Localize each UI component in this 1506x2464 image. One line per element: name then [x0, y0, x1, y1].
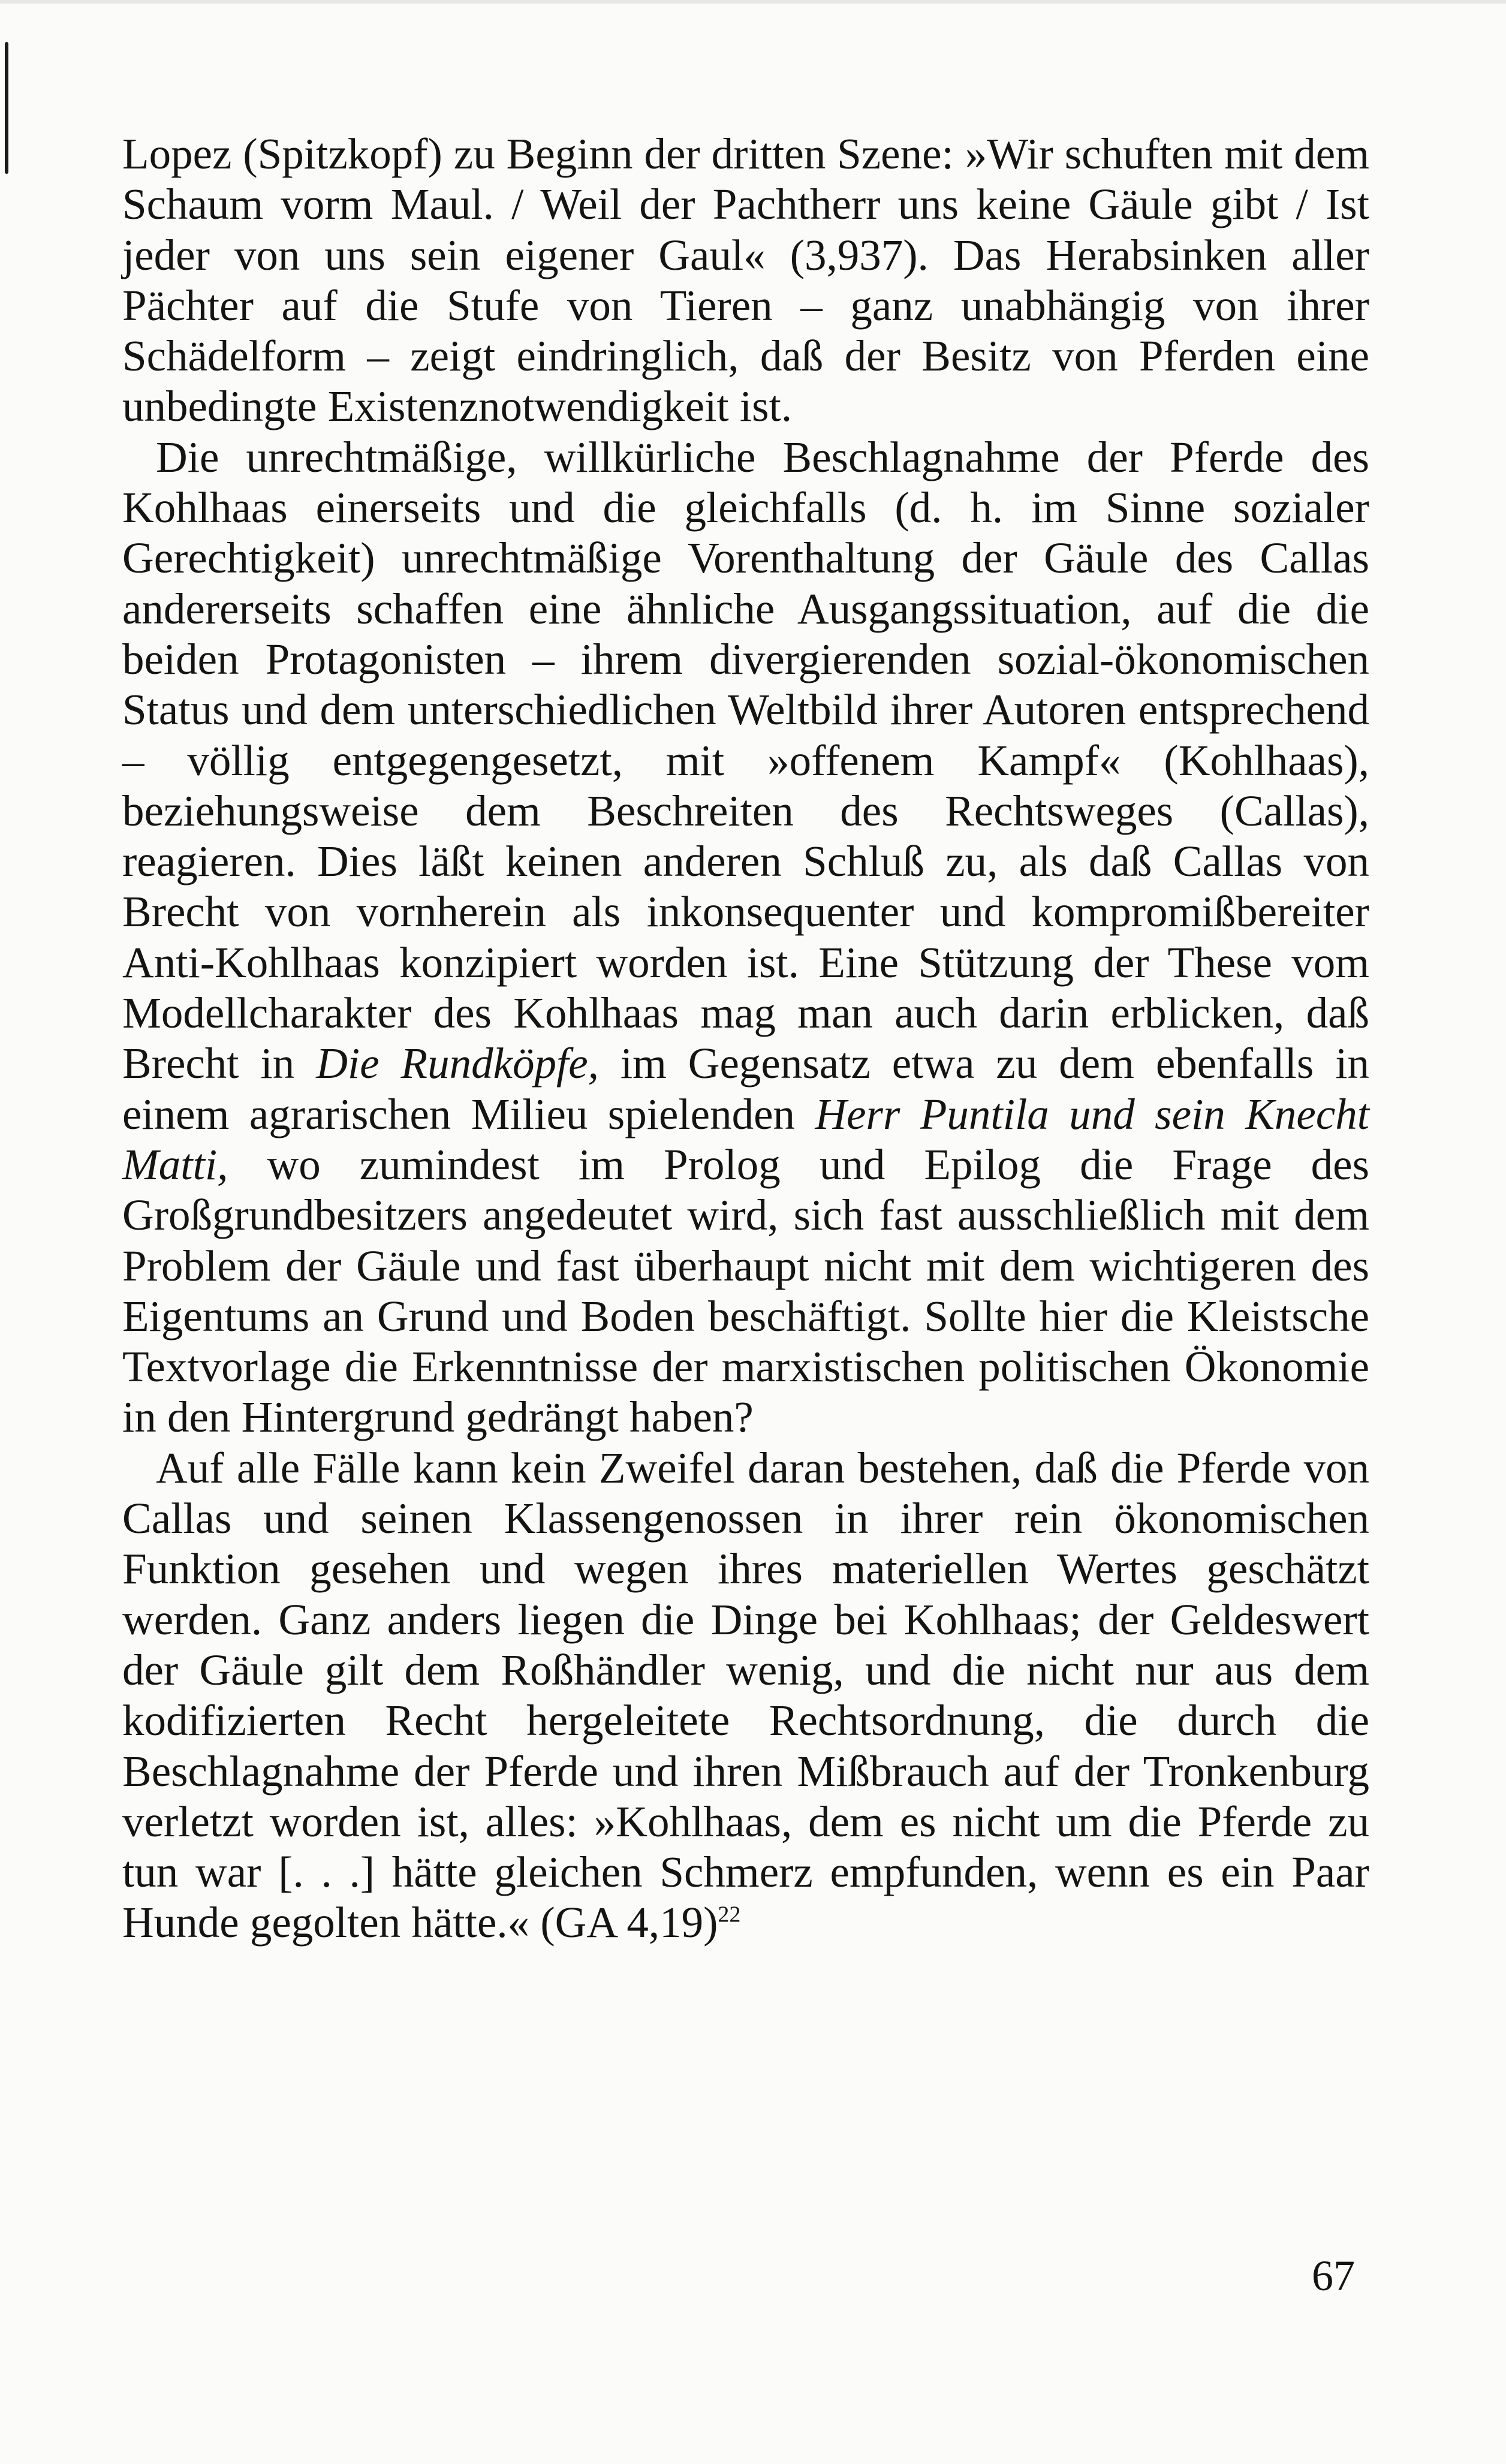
- paragraph-3-text: Auf alle Fälle kann kein Zweifel daran bestehen, daß die Pferde von Callas und seinen Klassengenossen in ihrer rein ökonomischen Funktion gesehen und wegen ihres materiellen Wertes geschätzt werden. Ganz anders liegen die Dinge bei Kohlhaas; der Geldeswert der Gäule gilt dem Roßhändler wenig, und die nicht nur aus dem kodifizierten Recht hergeleitete Rechtsordnung, die durch die Beschlagnahme der Pferde und ihren Mißbrauch auf der Tronkenburg verletzt worden ist, alles: »Kohlhaas, dem es nicht um die Pferde zu tun war [. . .] hätte gleichen Schmerz empfunden, wenn es ein Paar Hunde gegolten hätte.« (GA 4,19): [122, 1443, 1369, 1947]
- page-number: 67: [1312, 2252, 1355, 2300]
- paragraph-2: [122, 432, 1369, 1443]
- paragraph-2-text-c: wo zumindest im Prolog und Epilog die Frage des Großgrundbesitzers angedeutet wird, sich fast ausschließlich mit dem Problem der Gäule und fast überhaupt nicht mit dem wichtigeren des Eigentums an Grund und Boden beschäftigt. Sollte hier die Kleistsche Textvorlage die Erkenntnisse der marxistischen politischen Ökonomie in den Hintergrund gedrängt haben?: [122, 1140, 1369, 1442]
- scan-edge-mark: [5, 42, 8, 174]
- paragraph-1: [122, 129, 1369, 432]
- paragraph-3: [122, 1443, 1369, 1948]
- footnote-marker: 22: [718, 1902, 741, 1928]
- title-die-rundkoepfe: Die Rundköpfe,: [316, 1039, 599, 1088]
- paragraph-1-text: Lopez (Spitzkopf) zu Beginn der dritten Szene: »Wir schuften mit dem Schaum vorm Maul. / Weil der Pachtherr uns keine Gäule gibt / Ist jeder von uns sein eigener Gaul« (3,937). Das Herabsinken aller Pächter auf die Stufe von Tieren – ganz unabhängig von ihrer Schädelform – zeigt eindringlich, daß der Besitz von Pferden eine unbedingte Existenznotwendigkeit ist.: [122, 129, 1369, 431]
- title-herr-puntila: Herr Puntila und sein Knecht Matti,: [122, 1089, 1369, 1189]
- scan-edge-top: [0, 0, 1506, 4]
- page-body: [122, 129, 1369, 1948]
- paragraph-2-text-a: Die unrechtmäßige, willkürliche Beschlagnahme der Pferde des Kohlhaas einerseits und die gleichfalls (d. h. im Sinne sozialer Gerechtigkeit) unrechtmäßige Vorenthaltung der Gäule des Callas andererseits schaffen eine ähnliche Ausgangssituation, auf die die beiden Protagonisten – ihrem divergierenden sozial-ökonomischen Status und dem unterschiedlichen Weltbild ihrer Autoren entsprechend – völlig entgegengesetzt, mit »offenem Kampf« (Kohlhaas), beziehungsweise dem Beschreiten des Rechtsweges (Callas), reagieren. Dies läßt keinen anderen Schluß zu, als daß Callas von Brecht von vornherein als inkonsequenter und kompromißbereiter Anti-Kohlhaas konzipiert worden ist. Eine Stützung der These vom Modellcharakter des Kohlhaas mag man auch darin erblicken, daß Brecht in: [122, 432, 1369, 1088]
- paragraph-2-text-b: im Gegensatz etwa zu dem ebenfalls in einem agrarischen Milieu spielenden: [122, 1039, 1369, 1138]
